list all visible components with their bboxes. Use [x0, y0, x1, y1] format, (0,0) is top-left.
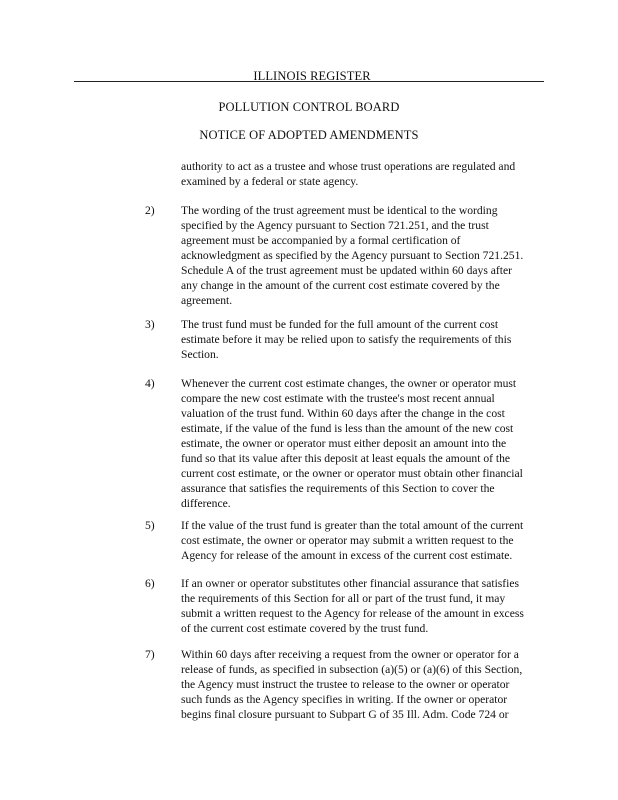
- text-line: specified by the Agency pursuant to Section 721.251, and the trust: [181, 219, 489, 232]
- header-rule: [74, 81, 544, 82]
- paragraph-item-2: [181, 203, 541, 308]
- text-line: the requirements of this Section for all or part of the trust fund, it may: [181, 592, 506, 605]
- text-line: agreement.: [181, 294, 233, 307]
- paragraph-continuation: [181, 159, 541, 189]
- text-line: Agency for release of the amount in excess of the current cost estimate.: [181, 549, 513, 562]
- text-line: estimate before it may be relied upon to satisfy the requirements of this: [181, 333, 512, 346]
- text-line: agreement must be accompanied by a formal certification of: [181, 234, 461, 247]
- text-line: If an owner or operator substitutes other financial assurance that satisfies: [181, 577, 520, 590]
- text-line: Schedule A of the trust agreement must be updated within 60 days after: [181, 264, 512, 277]
- text-line: release of funds, as specified in subsection (a)(5) or (a)(6) of this Section,: [181, 663, 523, 676]
- text-line: assurance that satisfies the requirements of this Section to cover the: [181, 482, 495, 495]
- text-line: The trust fund must be funded for the full amount of the current cost: [181, 318, 499, 331]
- text-line: submit a written request to the Agency for release of the amount in excess: [181, 607, 524, 620]
- text-line: fund so that its value after this deposit at least equals the amount of the: [181, 452, 511, 465]
- text-line: Section.: [181, 348, 219, 361]
- text-line: Within 60 days after receiving a request from the owner or operator for a: [181, 648, 519, 661]
- text-line: difference.: [181, 497, 231, 510]
- text-line: acknowledgment as specified by the Agency pursuant to Section 721.251.: [181, 249, 524, 262]
- text-line: estimate, if the value of the fund is less than the amount of the new cost: [181, 422, 514, 435]
- text-line: compare the new cost estimate with the trustee's most recent annual: [181, 392, 495, 405]
- text-line: estimate, the owner or operator must either deposit an amount into the: [181, 437, 507, 450]
- text-line: begins final closure pursuant to Subpart G of 35 Ill. Adm. Code 724 or: [181, 708, 509, 721]
- item-number: 7): [145, 648, 155, 661]
- item-number: 6): [145, 577, 155, 590]
- text-line: authority to act as a trustee and whose trust operations are regulated and: [181, 160, 516, 173]
- item-number: 5): [145, 519, 155, 532]
- paragraph-item-3: [181, 317, 541, 362]
- text-line: If the value of the trust fund is greater than the total amount of the current: [181, 519, 524, 532]
- text-line: cost estimate, the owner or operator may submit a written request to the: [181, 534, 514, 547]
- text-line: valuation of the trust fund. Within 60 days after the change in the cost: [181, 407, 505, 420]
- paragraph-item-5: [181, 518, 541, 563]
- board-title: POLLUTION CONTROL BOARD: [218, 100, 400, 114]
- paragraph-item-7: [181, 647, 541, 722]
- register-title: ILLINOIS REGISTER: [253, 69, 371, 83]
- paragraph-item-4: [181, 376, 541, 511]
- text-line: of the current cost estimate covered by the trust fund.: [181, 622, 429, 635]
- paragraph-item-6: [181, 576, 541, 636]
- item-number: 2): [145, 204, 155, 217]
- item-number: 4): [145, 377, 155, 390]
- text-line: The wording of the trust agreement must be identical to the wording: [181, 204, 498, 217]
- text-line: Whenever the current cost estimate changes, the owner or operator must: [181, 377, 517, 390]
- text-line: examined by a federal or state agency.: [181, 175, 359, 188]
- text-line: current cost estimate, or the owner or operator must obtain other financial: [181, 467, 523, 480]
- text-line: the Agency must instruct the trustee to release to the owner or operator: [181, 678, 510, 691]
- notice-title: NOTICE OF ADOPTED AMENDMENTS: [199, 128, 419, 142]
- text-line: such funds as the Agency specifies in writing. If the owner or operator: [181, 693, 508, 706]
- item-number: 3): [145, 318, 155, 331]
- text-line: any change in the amount of the current cost estimate covered by the: [181, 279, 500, 292]
